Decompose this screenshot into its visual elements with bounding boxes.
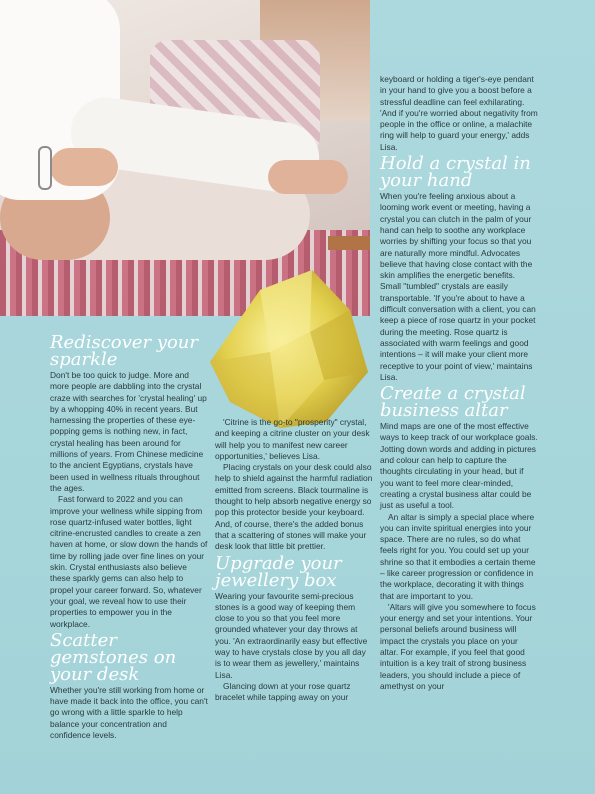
photo-left-hand	[50, 148, 118, 186]
paragraph: Wearing your favourite semi-precious stones is a good way of keeping them close to you so that you feel more grounded whatever your day throws at you. 'An extraordinarily easy but effective way to have crystals close by you all day is to wear them as jewellery,' maintains Lisa.	[215, 590, 368, 680]
paragraph: Fast forward to 2022 and you can improve your wellness while sipping from rose quartz-infused water bottles, light citrine-encrusted candles to create a zen haven at home, or slow down the hands of time by rolling jade over fine lines on your skin. Crystal enthusiasts also believe these sparkly gems can also help to propel your career forward. So, whatever your goal, we reveal how to use their properties to empower you in the workplace.	[50, 494, 208, 629]
paragraph: Placing crystals on your desk could also help to shield against the harmful radiation emitted from screens. Black tourmaline is thought to help absorb negative energy so pop this protector beside your keyboard. And, of course, there's the added bonus that a scattering of stones will make your desk look that little bit prettier.	[215, 462, 373, 552]
paragraph: An altar is simply a special place where you can invite spiritual energies into your space. There are no rules, so do what feels right for you. You could set up your shrine so that it embodies a certain theme – like career progression or confidence in the workplace, decorating it with things that are important to you.	[380, 511, 536, 601]
column-1	[50, 332, 208, 741]
paragraph: keyboard or holding a tiger's-eye pendant in your hand to give you a boost before a stressful deadline can feel exhilarating. 'And if you're worried about negativity from people in the office or online, a malachite ring will help to guard your energy,' adds Lisa.	[380, 74, 538, 152]
photo-right-hand	[268, 160, 348, 194]
paragraph: Glancing down at your rose quartz bracelet while tapping away on your	[215, 680, 351, 703]
photo-wooden-shelf	[328, 236, 370, 250]
paragraph: Mind maps are one of the most effective ways to keep track of our workplace goals. Jotting down words and adding in pictures and colour can help to capture the thoughts circulating in your head, but if you want to feel more clear-minded, creating a crystal business altar could be just as useful a tool.	[380, 421, 538, 511]
paragraph: Whether you're still working from home or have made it back into the office, you can't go wrong with a little sparkle to help balance your concentration and confidence levels.	[50, 684, 208, 741]
heading-upgrade-your-jewellery-box: Upgrade your jewellery box	[215, 552, 342, 591]
paragraph: Don't be too quick to judge. More and more people are dabbling into the crystal craze with searches for 'crystal healing' up by a whopping 40% in recent years. But harnessing the properties of these eye-popping gems is nothing new, in fact, crystal healing has been around for millions of years. From Chinese medicine to the ancient Egyptians, crystals have been used in wellness rituals throughout the ages.	[50, 370, 207, 493]
paragraph: 'Altars will give you somewhere to focus your energy and set your intentions. Your personal beliefs around business will impact the crystals you place on your altar. For example, if you feel that good intuition is a key trait of strong business leaders, you should include a piece of amethyst on your	[380, 601, 536, 691]
column-3	[380, 74, 538, 692]
column-2	[215, 417, 373, 704]
heading-create-a-crystal-business-altar: Create a crystal business altar	[380, 383, 526, 422]
heading-rediscover-your-sparkle: Rediscover your sparkle	[50, 332, 198, 370]
photo-bangle	[38, 146, 52, 190]
heading-hold-a-crystal: Hold a crystal in your hand	[380, 153, 531, 192]
paragraph: When you're feeling anxious about a looming work event or meeting, having a crystal you can clutch in the palm of your hand can help to soothe any workplace worries by shifting your focus so that you are naturally more mindful. Advocates believe that having close contact with the skin amplifies the energetic benefits. Small "tumbled" crystals are easily transportable. 'If you're about to have a difficult conversation with a client, you can keep a piece of rose quartz in your pocket during the meeting. Rose quartz is associated with warm feelings and good intentions – it will make your client more receptive to your point of view,' maintains Lisa.	[380, 191, 536, 382]
paragraph: 'Citrine is the go-to "prosperity" crystal, and keeping a citrine cluster on your desk will help you to manifest new career opportunities,' believes Lisa.	[215, 417, 370, 461]
heading-scatter-gemstones: Scatter gemstones on your desk	[50, 629, 177, 685]
citrine-crystal-image	[200, 262, 372, 432]
